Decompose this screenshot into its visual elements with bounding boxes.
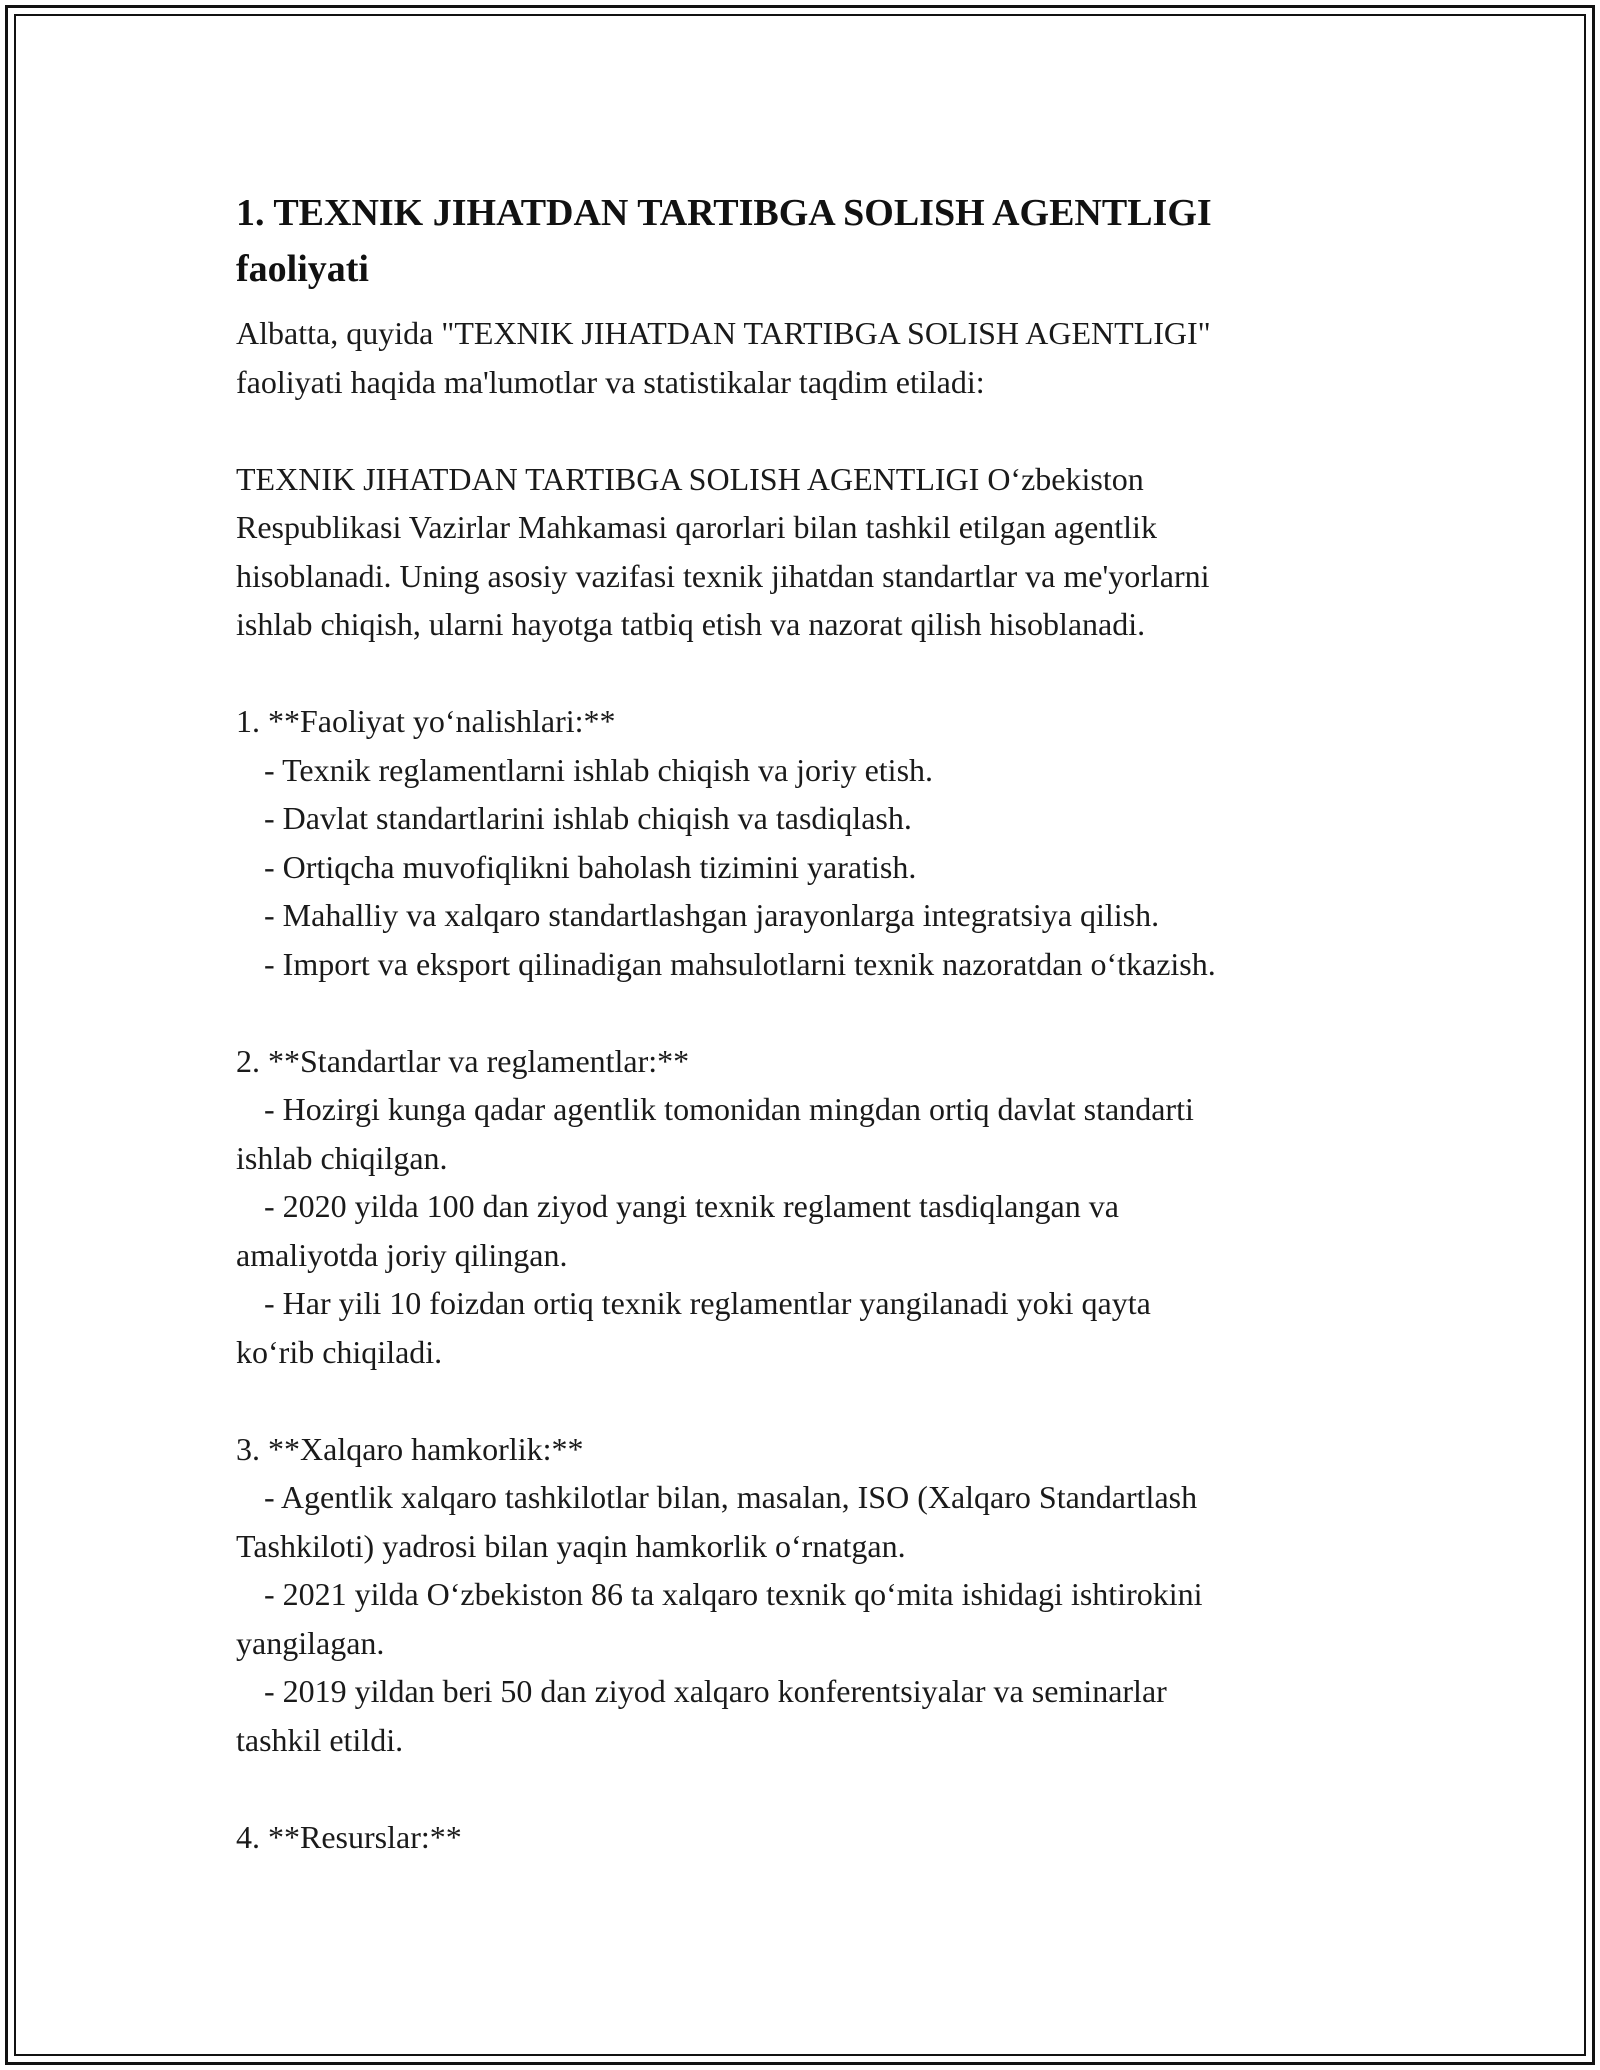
section-heading: 4. **Resurslar:** xyxy=(236,1818,462,1855)
section-cooperation xyxy=(236,1425,1396,1765)
paragraph-line: ishlab chiqish, ularni hayotga tatbiq etish va nazorat qilish hisoblanadi. xyxy=(236,606,1146,642)
list-item: - Import va eksport qilinadigan mahsulotlarni texnik nazoratdan o‘tkazish. xyxy=(264,945,1216,982)
list-item: - Mahalliy va xalqaro standartlashgan jarayonlarga integratsiya qilish. xyxy=(264,897,1160,933)
title-line: 1. TEXNIK JIHATDAN TARTIBGA SOLISH AGENTLIGI xyxy=(236,192,1212,234)
list-item: - Texnik reglamentlarni ishlab chiqish va joriy etish. xyxy=(264,751,934,788)
section-heading: 1. **Faoliyat yo‘nalishlari:** xyxy=(236,703,616,739)
list-item: - Agentlik xalqaro tashkilotlar bilan, masalan, ISO (Xalqaro Standartlash xyxy=(264,1479,1198,1515)
list-item-continuation: Tashkiloti) yadrosi bilan yaqin hamkorlik o‘rnatgan. xyxy=(236,1527,906,1564)
intro-paragraph xyxy=(236,309,1396,406)
paragraph-line: Albatta, quyida "TEXNIK JIHATDAN TARTIBGA SOLISH AGENTLIGI" xyxy=(236,315,1211,351)
section-heading: 3. **Xalqaro hamkorlik:** xyxy=(236,1430,584,1467)
title-line: faoliyati xyxy=(236,248,369,290)
list-item-continuation: ishlab chiqilgan. xyxy=(236,1139,448,1176)
list-item: - Hozirgi kunga qadar agentlik tomonidan mingdan ortiq davlat standarti xyxy=(264,1091,1194,1127)
list-item: - Har yili 10 foizdan ortiq texnik reglamentlar yangilanadi yoki qayta xyxy=(264,1285,1151,1321)
paragraph-line: hisoblanadi. Uning asosiy vazifasi texnik jihatdan standartlar va me'yorlarni xyxy=(236,557,1210,594)
section-resources xyxy=(236,1813,1396,1862)
document-body xyxy=(236,185,1396,1861)
list-item: - 2021 yilda O‘zbekiston 86 ta xalqaro texnik qo‘mita ishidagi ishtirokini xyxy=(264,1576,1203,1612)
overview-paragraph xyxy=(236,455,1396,649)
list-item: - 2020 yilda 100 dan ziyod yangi texnik reglament tasdiqlangan va xyxy=(264,1188,1119,1224)
list-item: - Davlat standartlarini ishlab chiqish va tasdiqlash. xyxy=(264,800,912,836)
paragraph-line: TEXNIK JIHATDAN TARTIBGA SOLISH AGENTLIGI O‘zbekiston xyxy=(236,460,1144,497)
document-title xyxy=(236,185,1396,297)
section-heading: 2. **Standartlar va reglamentlar:** xyxy=(236,1042,690,1079)
list-item-continuation: yangilagan. xyxy=(236,1624,385,1661)
paragraph-line: Respublikasi Vazirlar Mahkamasi qarorlari bilan tashkil etilgan agentlik xyxy=(236,509,1157,545)
list-item: - 2019 yildan beri 50 dan ziyod xalqaro konferentsiyalar va seminarlar xyxy=(264,1673,1167,1709)
list-item-continuation: amaliyotda joriy qilingan. xyxy=(236,1236,568,1273)
list-item-continuation: ko‘rib chiqiladi. xyxy=(236,1333,443,1370)
list-item: - Ortiqcha muvofiqlikni baholash tizimini yaratish. xyxy=(264,848,917,885)
section-activities xyxy=(236,697,1396,988)
paragraph-line: faoliyati haqida ma'lumotlar va statistikalar taqdim etiladi: xyxy=(236,363,985,400)
list-item-continuation: tashkil etildi. xyxy=(236,1721,404,1758)
section-standards xyxy=(236,1037,1396,1377)
